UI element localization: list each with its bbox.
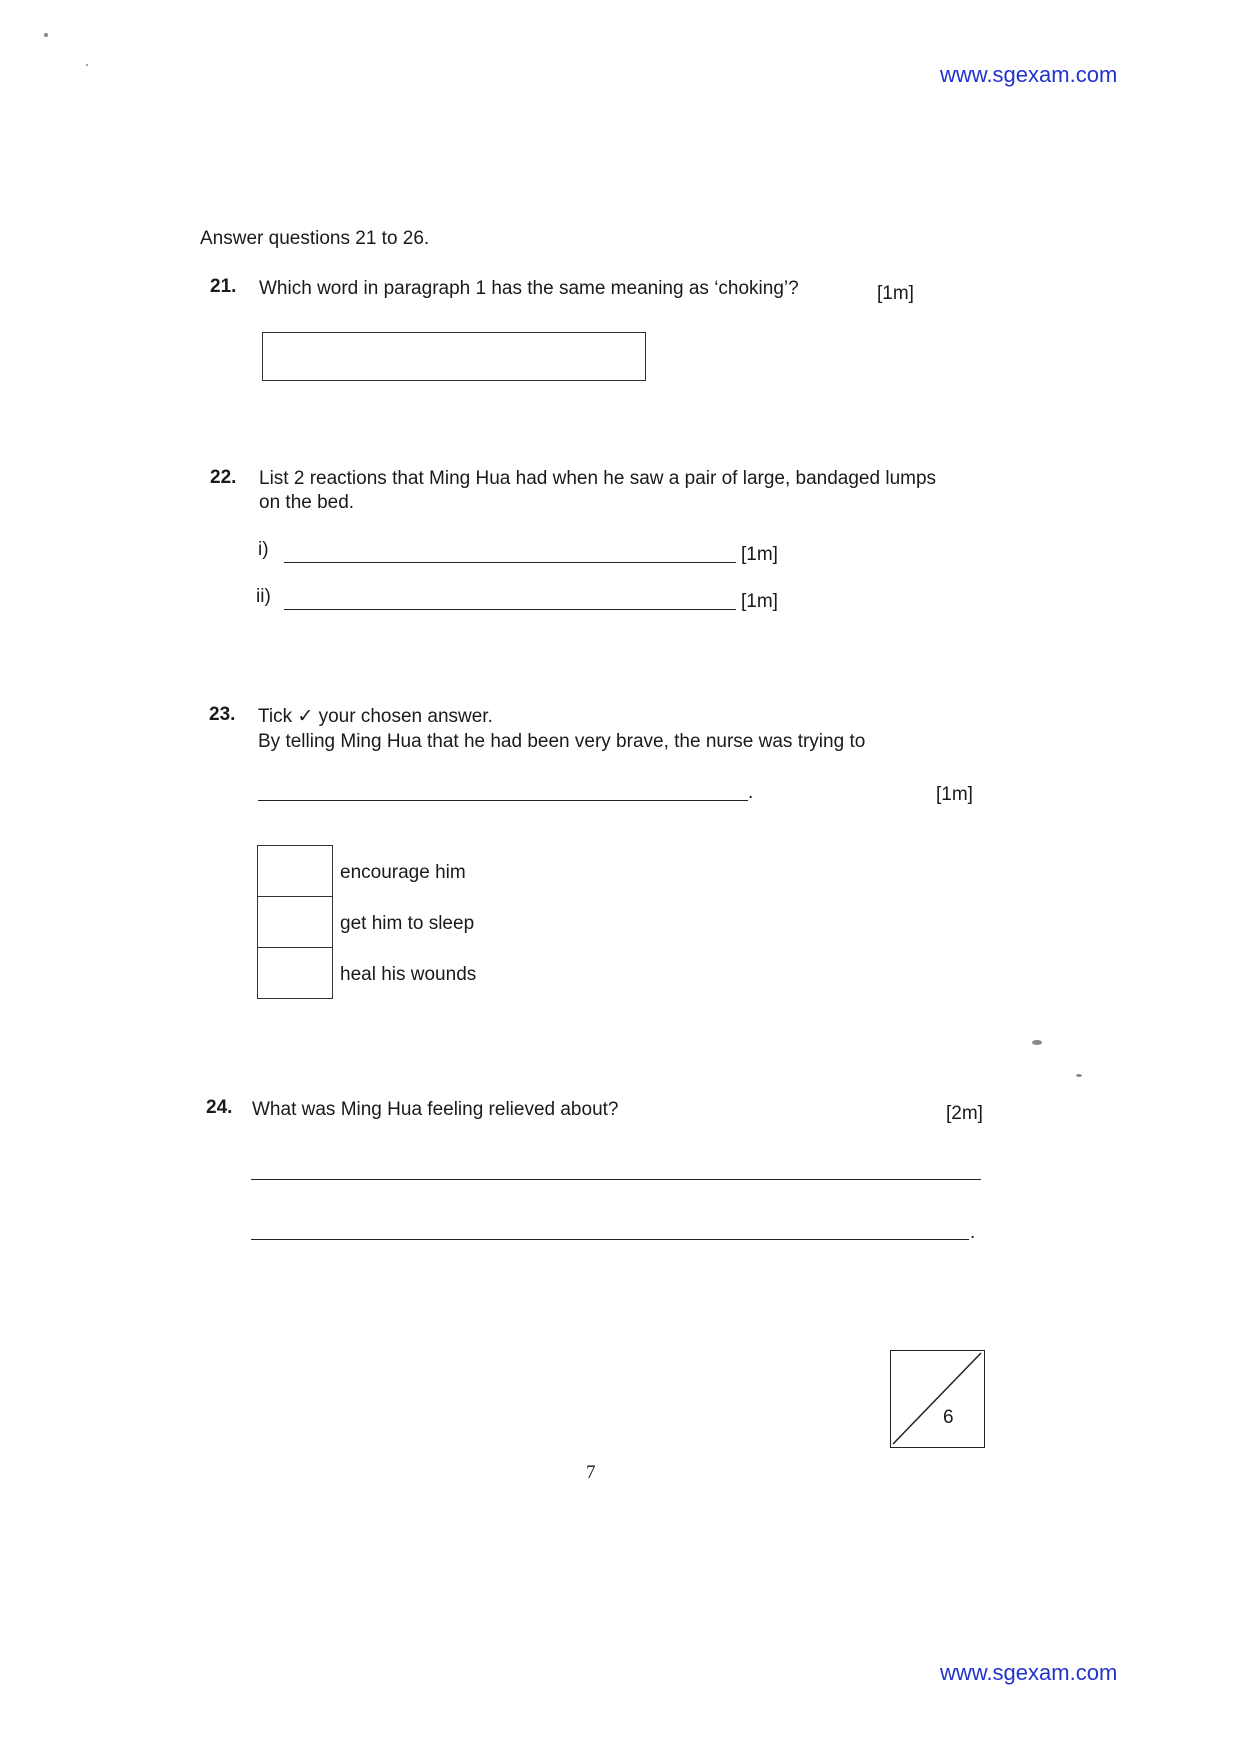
q22-item-ii-label: ii) <box>256 586 271 607</box>
q23-option-3-label: heal his wounds <box>340 964 477 985</box>
q22-item-ii-marks: [1m] <box>741 591 778 612</box>
q23-number: 23. <box>209 704 236 725</box>
q24-answer-line-1[interactable] <box>251 1179 981 1180</box>
score-box <box>890 1350 985 1448</box>
q23-option-1-label: encourage him <box>340 862 466 883</box>
q22-item-i-marks: [1m] <box>741 544 778 565</box>
q22-item-i-answer-line[interactable] <box>284 562 736 563</box>
header-website: www.sgexam.com <box>940 62 1118 87</box>
q21-answer-box[interactable] <box>262 332 646 381</box>
q23-option-1-checkbox[interactable] <box>257 845 333 897</box>
q24-text: What was Ming Hua feeling relieved about? <box>252 1099 619 1120</box>
q22-item-i-label: i) <box>258 539 269 560</box>
q23-option-2-label: get him to sleep <box>340 913 475 934</box>
q23-answer-line[interactable] <box>258 800 748 801</box>
page-number: 7 <box>586 1462 596 1483</box>
q23-text: By telling Ming Hua that he had been very brave, the nurse was trying to <box>258 731 866 752</box>
q22-item-ii-answer-line[interactable] <box>284 609 736 610</box>
q24-answer-line-2[interactable] <box>251 1239 969 1240</box>
q21-text: Which word in paragraph 1 has the same meaning as ‘choking’? <box>259 278 799 299</box>
q23-option-2-checkbox[interactable] <box>257 896 333 948</box>
q23-instruction: Tick ✓ your chosen answer. <box>258 706 493 727</box>
q23-option-3-checkbox[interactable] <box>257 947 333 999</box>
instruction: Answer questions 21 to 26. <box>200 228 430 249</box>
scan-speck <box>1076 1074 1082 1077</box>
q23-blank-end: . <box>748 782 754 803</box>
scan-speck <box>86 64 88 66</box>
score-box-total: 6 <box>943 1407 954 1428</box>
scan-speck <box>1032 1040 1042 1045</box>
q24-number: 24. <box>206 1097 233 1118</box>
q24-blank-end: . <box>970 1222 976 1243</box>
q22-text-line1: List 2 reactions that Ming Hua had when he saw a pair of large, bandaged lumps <box>259 468 937 489</box>
q24-marks: [2m] <box>946 1103 983 1124</box>
q21-marks: [1m] <box>877 283 914 304</box>
score-box-diagonal <box>891 1351 983 1446</box>
q22-number: 22. <box>210 467 237 488</box>
q21-number: 21. <box>210 276 237 297</box>
q22-text-line2: on the bed. <box>259 492 355 513</box>
scan-speck <box>44 33 48 37</box>
q23-marks: [1m] <box>936 784 973 805</box>
footer-website: www.sgexam.com <box>940 1660 1118 1685</box>
